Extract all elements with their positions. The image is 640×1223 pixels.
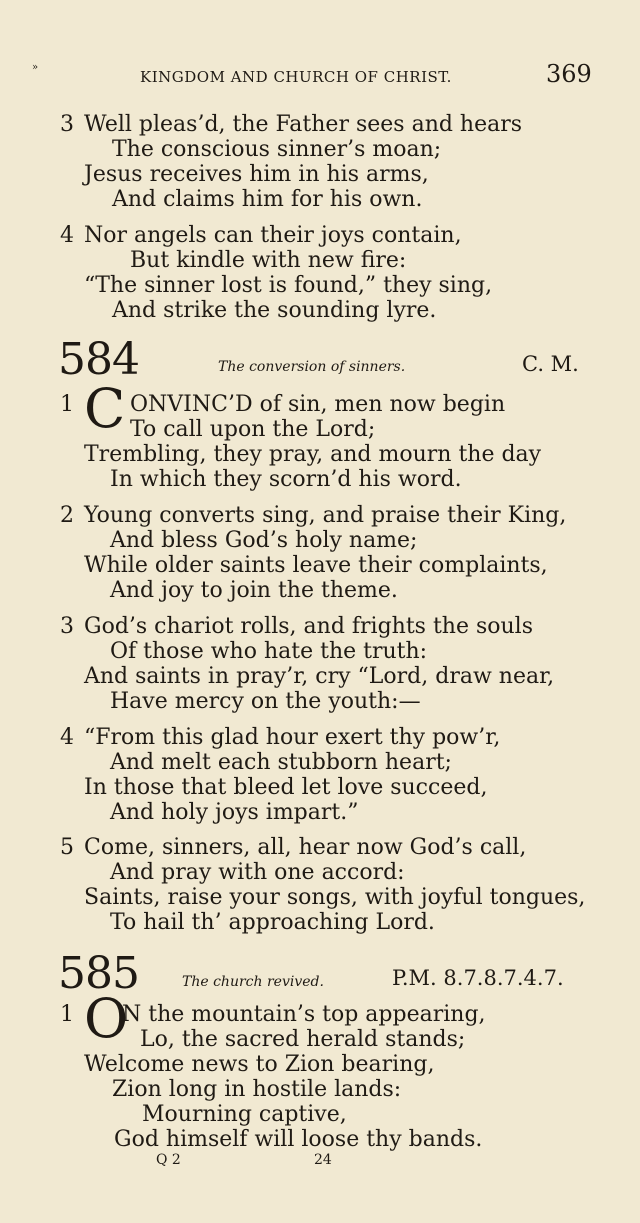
verse-line: God himself will loose thy bands. bbox=[114, 1127, 483, 1152]
verse-line: And saints in pray’r, cry “Lord, draw near, bbox=[84, 664, 555, 689]
verse-line: Of those who hate the truth: bbox=[110, 639, 428, 664]
verse-line: Come, sinners, all, hear now God’s call, bbox=[84, 835, 527, 860]
verse-line: In which they scorn’d his word. bbox=[110, 467, 462, 492]
verse-number: 4 bbox=[60, 223, 74, 248]
drop-cap: C bbox=[84, 377, 126, 440]
verse-line: Zion long in hostile lands: bbox=[112, 1077, 402, 1102]
verse-line: Trembling, they pray, and mourn the day bbox=[84, 442, 542, 467]
verse-number: 1 bbox=[60, 1002, 74, 1027]
sheet-number: 24 bbox=[314, 1152, 332, 1168]
hymn-number: 584 bbox=[58, 334, 139, 385]
verse-number: 1 bbox=[60, 392, 74, 417]
verse-line: And pray with one accord: bbox=[110, 860, 405, 885]
verse-line: God’s chariot rolls, and frights the souls bbox=[84, 614, 534, 639]
verse-line: ONVINC’D of sin, men now begin bbox=[130, 392, 506, 417]
verse-line: And melt each stubborn heart; bbox=[110, 750, 452, 775]
verse-number: 3 bbox=[60, 614, 74, 639]
hymn-title: The church revived. bbox=[182, 974, 324, 990]
verse-line: “The sinner lost is found,” they sing, bbox=[84, 273, 493, 298]
signature-mark: Q 2 bbox=[156, 1152, 181, 1168]
verse-line: And bless God’s holy name; bbox=[110, 528, 418, 553]
corner-mark: » bbox=[32, 62, 39, 73]
verse-line: The conscious sinner’s moan; bbox=[112, 137, 442, 162]
verse-line: But kindle with new fire: bbox=[130, 248, 407, 273]
verse-line: And joy to join the theme. bbox=[110, 578, 398, 603]
verse-line: “From this glad hour exert thy pow’r, bbox=[84, 725, 501, 750]
verse-number: 2 bbox=[60, 503, 74, 528]
verse-line: Welcome news to Zion bearing, bbox=[84, 1052, 435, 1077]
page-number: 369 bbox=[546, 60, 592, 88]
verse-line: N the mountain’s top appearing, bbox=[122, 1002, 486, 1027]
verse-line: Lo, the sacred herald stands; bbox=[140, 1027, 466, 1052]
verse-line: And holy joys impart.” bbox=[110, 800, 359, 825]
hymn-number: 585 bbox=[58, 948, 139, 999]
drop-cap: O bbox=[84, 987, 129, 1050]
verse-line: To hail th’ approaching Lord. bbox=[110, 910, 435, 935]
verse-line: Nor angels can their joys contain, bbox=[84, 223, 462, 248]
verse-line: And claims him for his own. bbox=[112, 187, 423, 212]
verse-line: To call upon the Lord; bbox=[130, 417, 376, 442]
verse-line: Jesus receives him in his arms, bbox=[84, 162, 429, 187]
verse-number: 5 bbox=[60, 835, 74, 860]
verse-line: In those that bleed let love succeed, bbox=[84, 775, 488, 800]
running-title: KINGDOM AND CHURCH OF CHRIST. bbox=[140, 68, 452, 86]
verse-number: 3 bbox=[60, 112, 74, 137]
verse-line: Saints, raise your songs, with joyful tongues, bbox=[84, 885, 586, 910]
verse-line: Well pleas’d, the Father sees and hears bbox=[84, 112, 523, 137]
verse-number: 4 bbox=[60, 725, 74, 750]
verse-line: Have mercy on the youth:— bbox=[110, 689, 421, 714]
verse-line: Young converts sing, and praise their King, bbox=[84, 503, 567, 528]
verse-line: Mourning captive, bbox=[142, 1102, 347, 1127]
hymn-meter: P.M. 8.7.8.7.4.7. bbox=[392, 966, 564, 990]
verse-line: And strike the sounding lyre. bbox=[112, 298, 437, 323]
hymn-meter: C. M. bbox=[522, 352, 579, 376]
hymn-title: The conversion of sinners. bbox=[218, 359, 406, 375]
verse-line: While older saints leave their complaints, bbox=[84, 553, 548, 578]
